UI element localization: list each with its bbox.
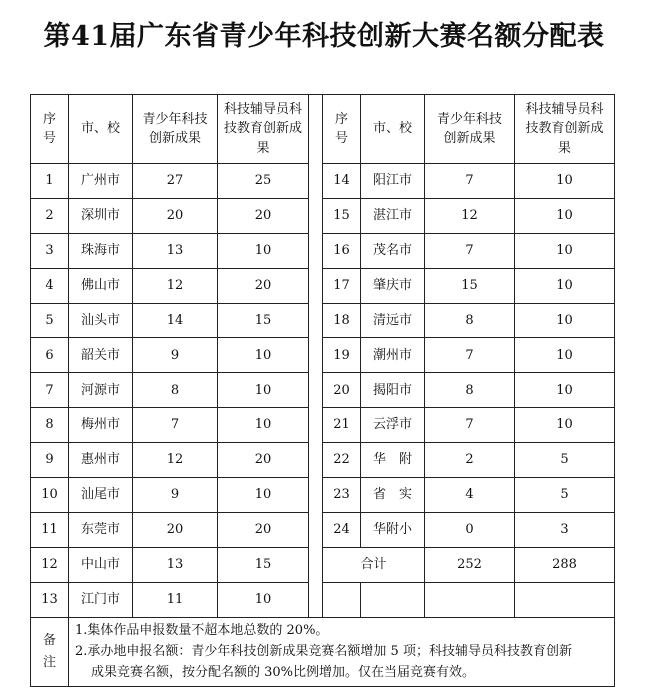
row-tutor: 10 [218,338,309,373]
page-title: 第41届广东省青少年科技创新大赛名额分配表 [43,21,605,52]
table-row [31,233,615,268]
row-innovation: 8 [425,303,515,338]
column-gap [309,303,323,338]
row-innovation: 20 [133,512,218,547]
row-city: 云浮市 [361,408,425,443]
row-tutor: 10 [218,582,309,617]
row-tutor: 5 [515,478,615,513]
row-city: 清远市 [361,303,425,338]
row-city: 华附小 [361,512,425,547]
row-city: 中山市 [69,547,133,582]
table-row [31,268,615,303]
row-city: 韶关市 [69,338,133,373]
header-seq: 序号 [31,95,69,164]
row-tutor: 5 [515,443,615,478]
row-innovation: 9 [133,338,218,373]
row-seq: 1 [31,164,69,199]
row-city: 汕头市 [69,303,133,338]
row-tutor: 3 [515,512,615,547]
total-tutor: 288 [515,547,615,582]
row-city: 珠海市 [69,233,133,268]
column-gap [309,547,323,582]
row-city: 茂名市 [361,233,425,268]
note-line-1: 1.集体作品申报数量不超本地总数的 20%。 [75,622,329,638]
table-row [31,303,615,338]
row-city: 湛江市 [361,198,425,233]
row-innovation: 8 [425,373,515,408]
row-seq: 22 [323,443,361,478]
row-seq: 7 [31,373,69,408]
row-city: 省 实 [361,478,425,513]
row-seq: 3 [31,233,69,268]
column-gap [309,95,323,164]
note-line-2: 2.承办地申报名额：青少年科技创新成果竞赛名额增加 5 项；科技辅导员科技教育创新 [75,644,572,660]
row-innovation: 27 [133,164,218,199]
row-seq: 20 [323,373,361,408]
row-seq: 14 [323,164,361,199]
table-row [31,512,615,547]
header-innovation: 青少年科技创新成果 [133,95,218,164]
empty-cell [361,582,425,617]
row-tutor: 20 [218,443,309,478]
row-innovation: 8 [133,373,218,408]
row-innovation: 4 [425,478,515,513]
row-innovation: 15 [425,268,515,303]
notes-row [31,617,615,686]
row-seq: 2 [31,198,69,233]
row-tutor: 10 [515,408,615,443]
row-seq: 19 [323,338,361,373]
row-city: 深圳市 [69,198,133,233]
table-row [31,164,615,199]
row-city: 潮州市 [361,338,425,373]
row-seq: 8 [31,408,69,443]
row-innovation: 12 [133,268,218,303]
note-line-2-continued: 成果竞赛名额，按分配名额的 30%比例增加。仅在当届竞赛有效。 [91,665,476,681]
row-seq: 6 [31,338,69,373]
empty-cell [425,582,515,617]
row-innovation: 0 [425,512,515,547]
row-seq: 18 [323,303,361,338]
column-gap [309,512,323,547]
row-innovation: 7 [425,408,515,443]
table-row [31,338,615,373]
row-tutor: 20 [218,268,309,303]
row-seq: 5 [31,303,69,338]
row-city: 东莞市 [69,512,133,547]
header-tutor-right: 科技辅导员科技教育创新成果 [515,95,615,164]
row-city: 揭阳市 [361,373,425,408]
row-seq: 13 [31,582,69,617]
row-tutor: 10 [218,408,309,443]
row-seq: 15 [323,198,361,233]
header-row [31,95,615,164]
header-city: 市、校 [69,95,133,164]
quota-table [30,94,615,687]
row-seq: 16 [323,233,361,268]
row-innovation: 20 [133,198,218,233]
header-city-right: 市、校 [361,95,425,164]
row-seq: 4 [31,268,69,303]
table-row [31,408,615,443]
row-city: 肇庆市 [361,268,425,303]
row-innovation: 13 [133,547,218,582]
row-innovation: 9 [133,478,218,513]
column-gap [309,338,323,373]
total-innovation: 252 [425,547,515,582]
row-tutor: 25 [218,164,309,199]
column-gap [309,164,323,199]
row-city: 广州市 [69,164,133,199]
row-tutor: 10 [515,268,615,303]
row-innovation: 13 [133,233,218,268]
row-city: 汕尾市 [69,478,133,513]
column-gap [309,268,323,303]
table-row [31,582,615,617]
column-gap [309,582,323,617]
column-gap [309,198,323,233]
row-innovation: 11 [133,582,218,617]
row-innovation: 7 [425,233,515,268]
notes-label [31,617,69,686]
column-gap [309,478,323,513]
row-tutor: 20 [218,198,309,233]
notes-label-text: 备注 [42,632,56,670]
table-row [31,373,615,408]
row-city: 佛山市 [69,268,133,303]
row-seq: 12 [31,547,69,582]
row-seq: 17 [323,268,361,303]
row-city: 华 附 [361,443,425,478]
row-innovation: 7 [425,164,515,199]
table-row [31,547,615,582]
table-row [31,198,615,233]
row-tutor: 10 [515,303,615,338]
row-city: 梅州市 [69,408,133,443]
table-row [31,443,615,478]
row-tutor: 10 [218,233,309,268]
row-tutor: 10 [515,198,615,233]
row-innovation: 14 [133,303,218,338]
total-label: 合计 [323,547,425,582]
row-city: 江门市 [69,582,133,617]
empty-cell [515,582,615,617]
row-innovation: 12 [425,198,515,233]
column-gap [309,408,323,443]
row-city: 阳江市 [361,164,425,199]
row-tutor: 15 [218,547,309,582]
row-tutor: 10 [515,233,615,268]
row-innovation: 2 [425,443,515,478]
row-tutor: 10 [218,478,309,513]
notes-body [69,617,615,686]
row-tutor: 10 [218,373,309,408]
row-tutor: 10 [515,338,615,373]
header-tutor: 科技辅导员科技教育创新成果 [218,95,309,164]
row-seq: 21 [323,408,361,443]
column-gap [309,373,323,408]
row-seq: 9 [31,443,69,478]
row-innovation: 12 [133,443,218,478]
row-tutor: 20 [218,512,309,547]
row-innovation: 7 [133,408,218,443]
header-seq-right: 序号 [323,95,361,164]
row-tutor: 10 [515,164,615,199]
row-city: 惠州市 [69,443,133,478]
row-seq: 11 [31,512,69,547]
column-gap [309,443,323,478]
row-innovation: 7 [425,338,515,373]
column-gap [309,233,323,268]
header-innovation-right: 青少年科技创新成果 [425,95,515,164]
table-row [31,478,615,513]
row-tutor: 10 [515,373,615,408]
row-seq: 24 [323,512,361,547]
row-seq: 23 [323,478,361,513]
empty-cell [323,582,361,617]
row-city: 河源市 [69,373,133,408]
row-tutor: 15 [218,303,309,338]
row-seq: 10 [31,478,69,513]
